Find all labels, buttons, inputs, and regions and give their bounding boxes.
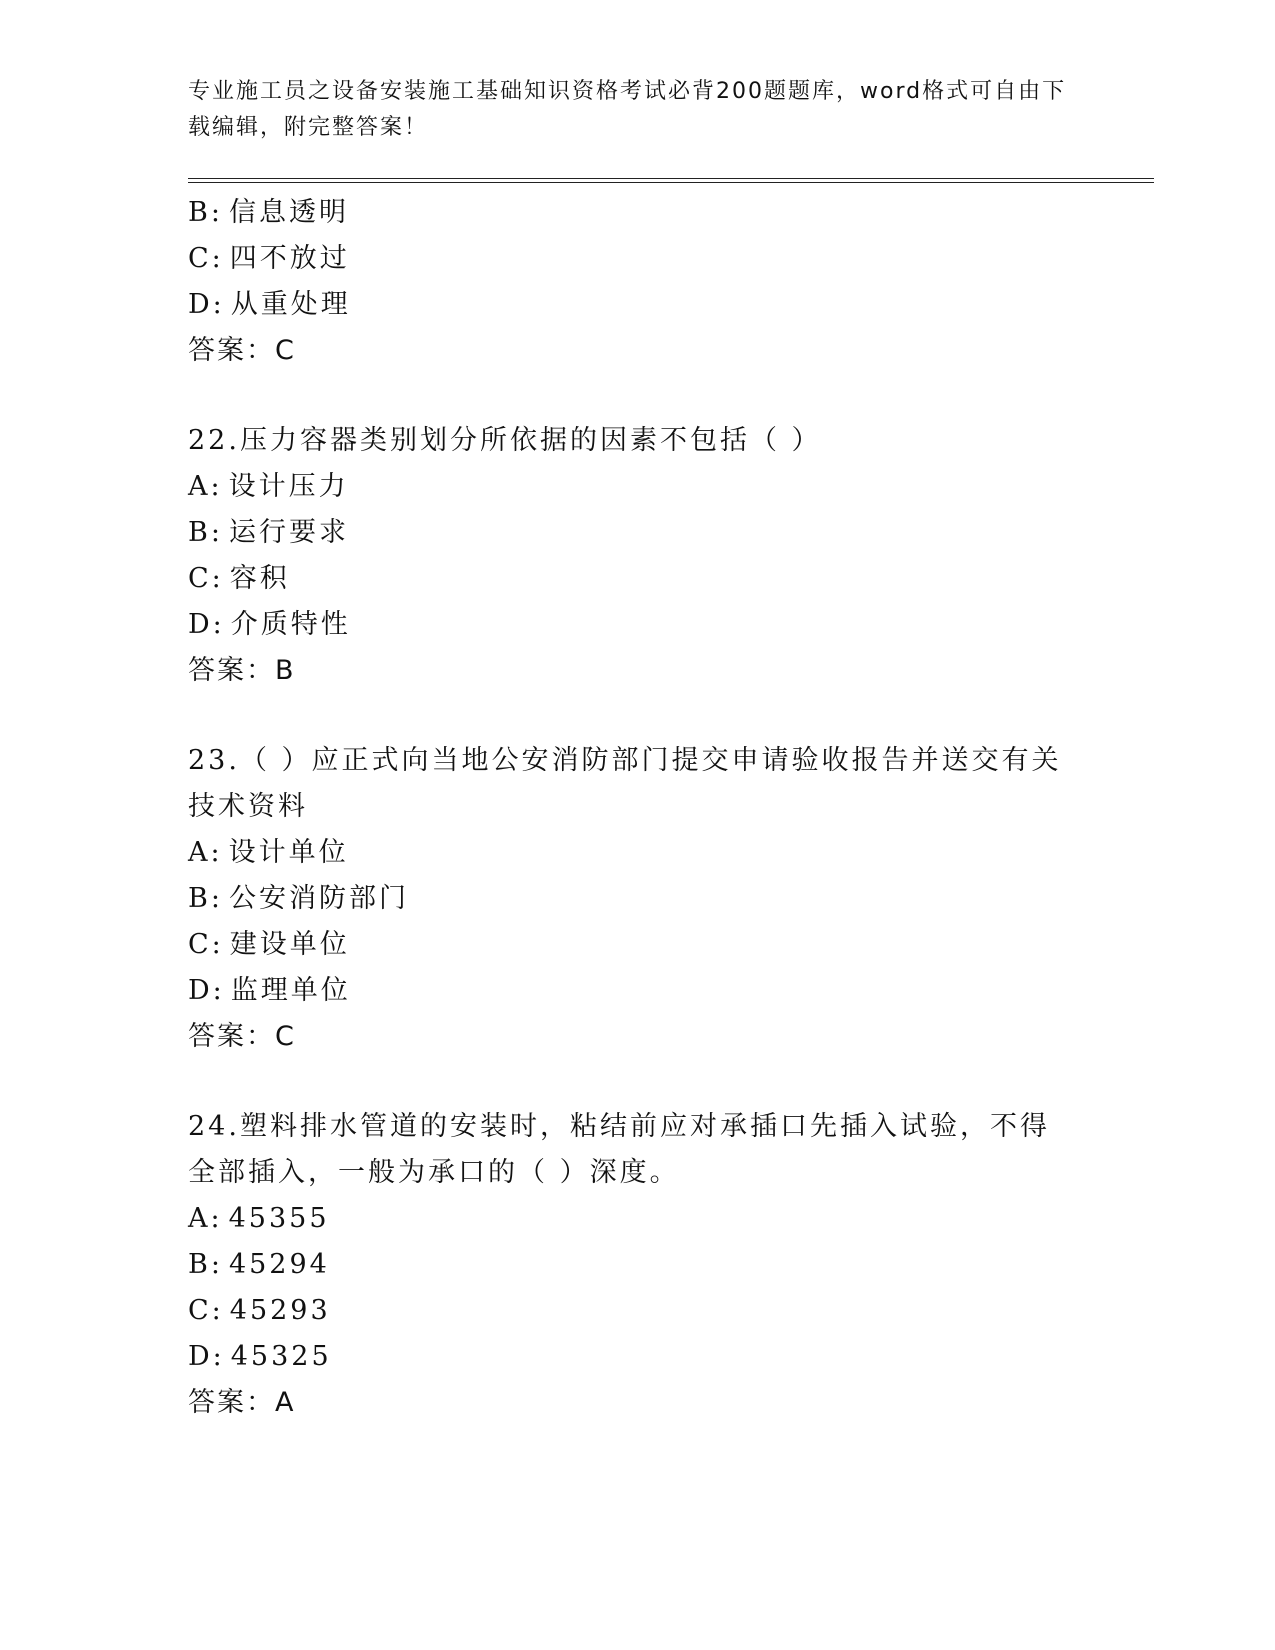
header-divider-bottom	[188, 182, 1154, 183]
option-d: D: 监理单位	[188, 975, 351, 1006]
option-b: B: 信息透明	[188, 197, 349, 228]
answer-line: 答案：C	[188, 335, 296, 366]
option-a: A: 设计单位	[188, 837, 349, 868]
option-c: C: 45293	[188, 1295, 331, 1326]
option-b: B: 45294	[188, 1249, 330, 1280]
option-d: D: 介质特性	[188, 609, 351, 640]
document-header	[188, 74, 1088, 146]
question-22	[188, 418, 1088, 694]
question-23	[188, 738, 1088, 1060]
question-text: 24.塑料排水管道的安装时，粘结前应对承插口先插入试验，不得全部插入，一般为承口的（ ）深度。	[188, 1111, 1050, 1188]
option-a: A: 45355	[188, 1203, 330, 1234]
option-d: D: 45325	[188, 1341, 332, 1372]
option-c: C: 容积	[188, 563, 290, 594]
question-text: 22.压力容器类别划分所依据的因素不包括（ ）	[188, 425, 822, 456]
option-d: D: 从重处理	[188, 289, 351, 320]
option-c: C: 四不放过	[188, 243, 350, 274]
option-b: B: 运行要求	[188, 517, 349, 548]
answer-line: 答案：C	[188, 1021, 296, 1052]
header-title: 专业施工员之设备安装施工基础知识资格考试必背200题题库，word格式可自由下载编辑，附完整答案！	[188, 79, 1067, 140]
question-21	[188, 190, 1088, 374]
answer-line: 答案：A	[188, 1387, 296, 1418]
question-list	[188, 190, 1088, 1426]
question-text: 23.（ ）应正式向当地公安消防部门提交申请验收报告并送交有关技术资料	[188, 745, 1062, 822]
header-divider-top	[188, 178, 1154, 179]
option-a: A: 设计压力	[188, 471, 349, 502]
option-b: B: 公安消防部门	[188, 883, 409, 914]
option-c: C: 建设单位	[188, 929, 350, 960]
answer-line: 答案：B	[188, 655, 296, 686]
question-24	[188, 1104, 1088, 1426]
